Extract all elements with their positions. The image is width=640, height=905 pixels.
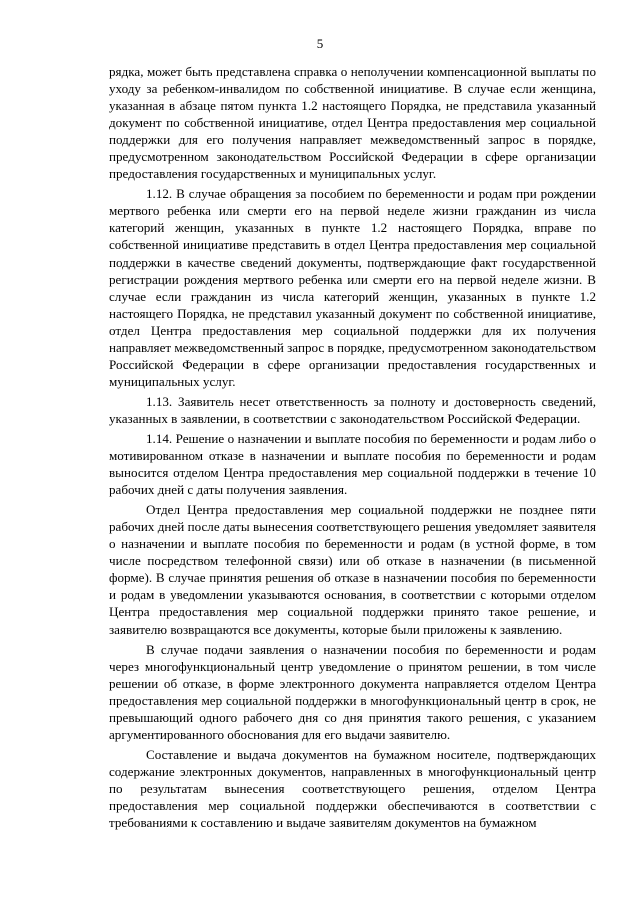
- paragraph-paper-documents: Составление и выдача документов на бумажном носителе, подтверждающих содержание электронных документов, направленных в многофункциональный центр по результатам вынесения соответствующего решения, отделом Центра предоставления мер социальной поддержки обеспечиваются в соответствии с требованиями к составлению и выдаче заявителям документов на бумажном: [109, 746, 596, 831]
- paragraph-1-12: 1.12. В случае обращения за пособием по беременности и родам при рождении мертвого ребенка или смерти его на первой неделе жизни гражданин из числа категорий женщин, указанных в пункте 1.2 настоящего Порядка, вправе по собственной инициативе представить в отдел Центра предоставления мер социальной поддержки в качестве сведений документы, подтверждающие факт государственной регистрации рождения мертвого ребенка или смерти его на первой неделе жизни. В случае если гражданин из числа категорий женщин, указанных в пункте 1.2 настоящего Порядка, не представил указанный документ по собственной инициативе, отдел Центра предоставления мер социальной поддержки для их получения направляет межведомственный запрос в порядке, предусмотренном законодательством Российской Федерации в сфере организации предоставления государственных и муниципальных услуг.: [109, 186, 596, 389]
- paragraph-1-14: 1.14. Решение о назначении и выплате пособия по беременности и родам либо о мотивированном отказе в назначении и выплате пособия по беременности и родам выносится отделом Центра предоставления мер социальной поддержки в течение 10 рабочих дней с даты получения заявления.: [109, 430, 596, 498]
- document-body: [109, 63, 596, 834]
- paragraph-notification: Отдел Центра предоставления мер социальной поддержки не позднее пяти рабочих дней после даты вынесения соответствующего решения уведомляет заявителя о назначении и выплате пособия по беременности и родам (в устной форме, в том числе посредством телефонной связи) или об отказе в назначении (в письменной форме). В случае принятия решения об отказе в назначении пособия по беременности и родам в уведомлении указываются основания, в соответствии с которыми отделом Центра предоставления мер социальной поддержки принято такое решение, и заявителю возвращаются все документы, которые были приложены к заявлению.: [109, 502, 596, 637]
- paragraph-continuation: рядка, может быть представлена справка о неполучении компенсационной выплаты по уходу за ребенком-инвалидом по собственной инициативе. В случае если женщина, указанная в абзаце пятом пункта 1.2 настоящего Порядка, не представила указанный документ по собственной инициативе, отдел Центра предоставления мер социальной поддержки для его получения направляет межведомственный запрос в порядке, предусмотренном законодательством Российской Федерации в сфере организации предоставления государственных и муниципальных услуг.: [109, 64, 596, 182]
- paragraph-1-13: 1.13. Заявитель несет ответственность за полноту и достоверность сведений, указанных в заявлении, в соответствии с законодательством Российской Федерации.: [109, 393, 596, 426]
- paragraph-mfc-notification: В случае подачи заявления о назначении пособия по беременности и родам через многофункциональный центр уведомление о принятом решении, в том числе решении об отказе, в форме электронного документа направляется отделом Центра предоставления мер социальной поддержки в многофункциональный центр в срок, не превышающий одного рабочего дня со дня принятия такого решения, с указанием аргументированного обоснования для его выдачи заявителю.: [109, 641, 596, 742]
- page-number: 5: [316, 36, 324, 51]
